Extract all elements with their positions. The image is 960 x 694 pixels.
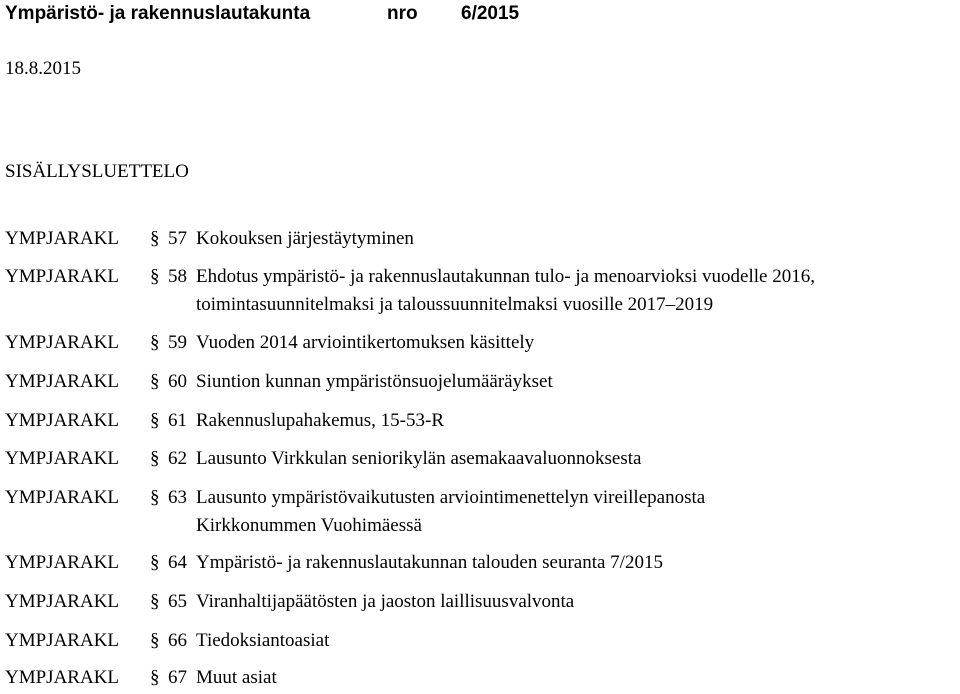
entry-number: 64: [168, 552, 187, 573]
nro-label: nro: [387, 3, 418, 24]
toc-entry: [5, 588, 574, 616]
section-symbol: §: [150, 410, 160, 431]
entry-title-continuation: Kirkkonummen Vuohimäessä: [196, 515, 422, 536]
toc-entry: [5, 549, 663, 577]
entry-title: Siuntion kunnan ympäristönsuojelumääräykset: [196, 371, 553, 392]
entry-title: Vuoden 2014 arviointikertomuksen käsittely: [196, 332, 535, 353]
toc-entry: [5, 407, 444, 435]
section-symbol: §: [150, 332, 160, 353]
entry-title: Kokouksen järjestäytyminen: [196, 228, 414, 249]
section-symbol: §: [150, 630, 160, 651]
entry-number: 57: [168, 228, 187, 249]
entry-code: YMPJARAKL: [5, 630, 120, 651]
section-symbol: §: [150, 667, 160, 688]
entry-title: Tiedoksiantoasiat: [196, 630, 330, 651]
entry-title: Ehdotus ympäristö- ja rakennuslautakunnan tulo- ja menoarvioksi vuodelle 2016,: [196, 266, 815, 287]
entry-code: YMPJARAKL: [5, 410, 120, 431]
entry-title: Lausunto ympäristövaikutusten arviointimenettelyn vireillepanosta: [196, 487, 706, 508]
toc-entry: [5, 225, 414, 253]
section-symbol: §: [150, 266, 160, 287]
toc-entry: [5, 445, 641, 473]
entry-number: 61: [168, 410, 187, 431]
entry-title-continuation: toimintasuunnitelmaksi ja taloussuunnitelmaksi vuosille 2017–2019: [196, 294, 714, 315]
entry-number: 62: [168, 448, 187, 469]
toc-entry: [5, 368, 553, 396]
entry-title: Viranhaltijapäätösten ja jaoston laillisuusvalvonta: [196, 591, 575, 612]
entry-title: Muut asiat: [196, 667, 277, 688]
entry-number: 59: [168, 332, 187, 353]
section-symbol: §: [150, 371, 160, 392]
section-symbol: §: [150, 487, 160, 508]
entry-code: YMPJARAKL: [5, 228, 120, 249]
document-header: [5, 3, 519, 25]
toc-title: SISÄLLYSLUETTELO: [5, 161, 189, 182]
toc-entry: [5, 664, 277, 692]
entry-title: Rakennuslupahakemus, 15-53-R: [196, 410, 445, 431]
entry-number: 66: [168, 630, 187, 651]
section-symbol: §: [150, 552, 160, 573]
toc-entry: [5, 484, 705, 540]
entry-code: YMPJARAKL: [5, 552, 120, 573]
entry-title: Ympäristö- ja rakennuslautakunnan talouden seuranta 7/2015: [196, 552, 663, 573]
entry-number: 58: [168, 266, 187, 287]
toc-entry: [5, 263, 815, 319]
entry-number: 63: [168, 487, 187, 508]
toc-entry: [5, 627, 329, 655]
entry-number: 65: [168, 591, 187, 612]
entry-code: YMPJARAKL: [5, 667, 120, 688]
entry-title: Lausunto Virkkulan seniorikylän asemakaavaluonnoksesta: [196, 448, 642, 469]
section-symbol: §: [150, 448, 160, 469]
meeting-number: 6/2015: [461, 3, 520, 24]
entry-code: YMPJARAKL: [5, 371, 120, 392]
entry-code: YMPJARAKL: [5, 487, 120, 508]
section-symbol: §: [150, 591, 160, 612]
board-name: Ympäristö- ja rakennuslautakunta: [5, 3, 311, 24]
section-symbol: §: [150, 228, 160, 249]
entry-code: YMPJARAKL: [5, 448, 120, 469]
entry-code: YMPJARAKL: [5, 591, 120, 612]
entry-code: YMPJARAKL: [5, 266, 120, 287]
entry-code: YMPJARAKL: [5, 332, 120, 353]
toc-entry: [5, 329, 534, 357]
meeting-date: 18.8.2015: [5, 58, 81, 79]
entry-number: 67: [168, 667, 187, 688]
entry-number: 60: [168, 371, 187, 392]
